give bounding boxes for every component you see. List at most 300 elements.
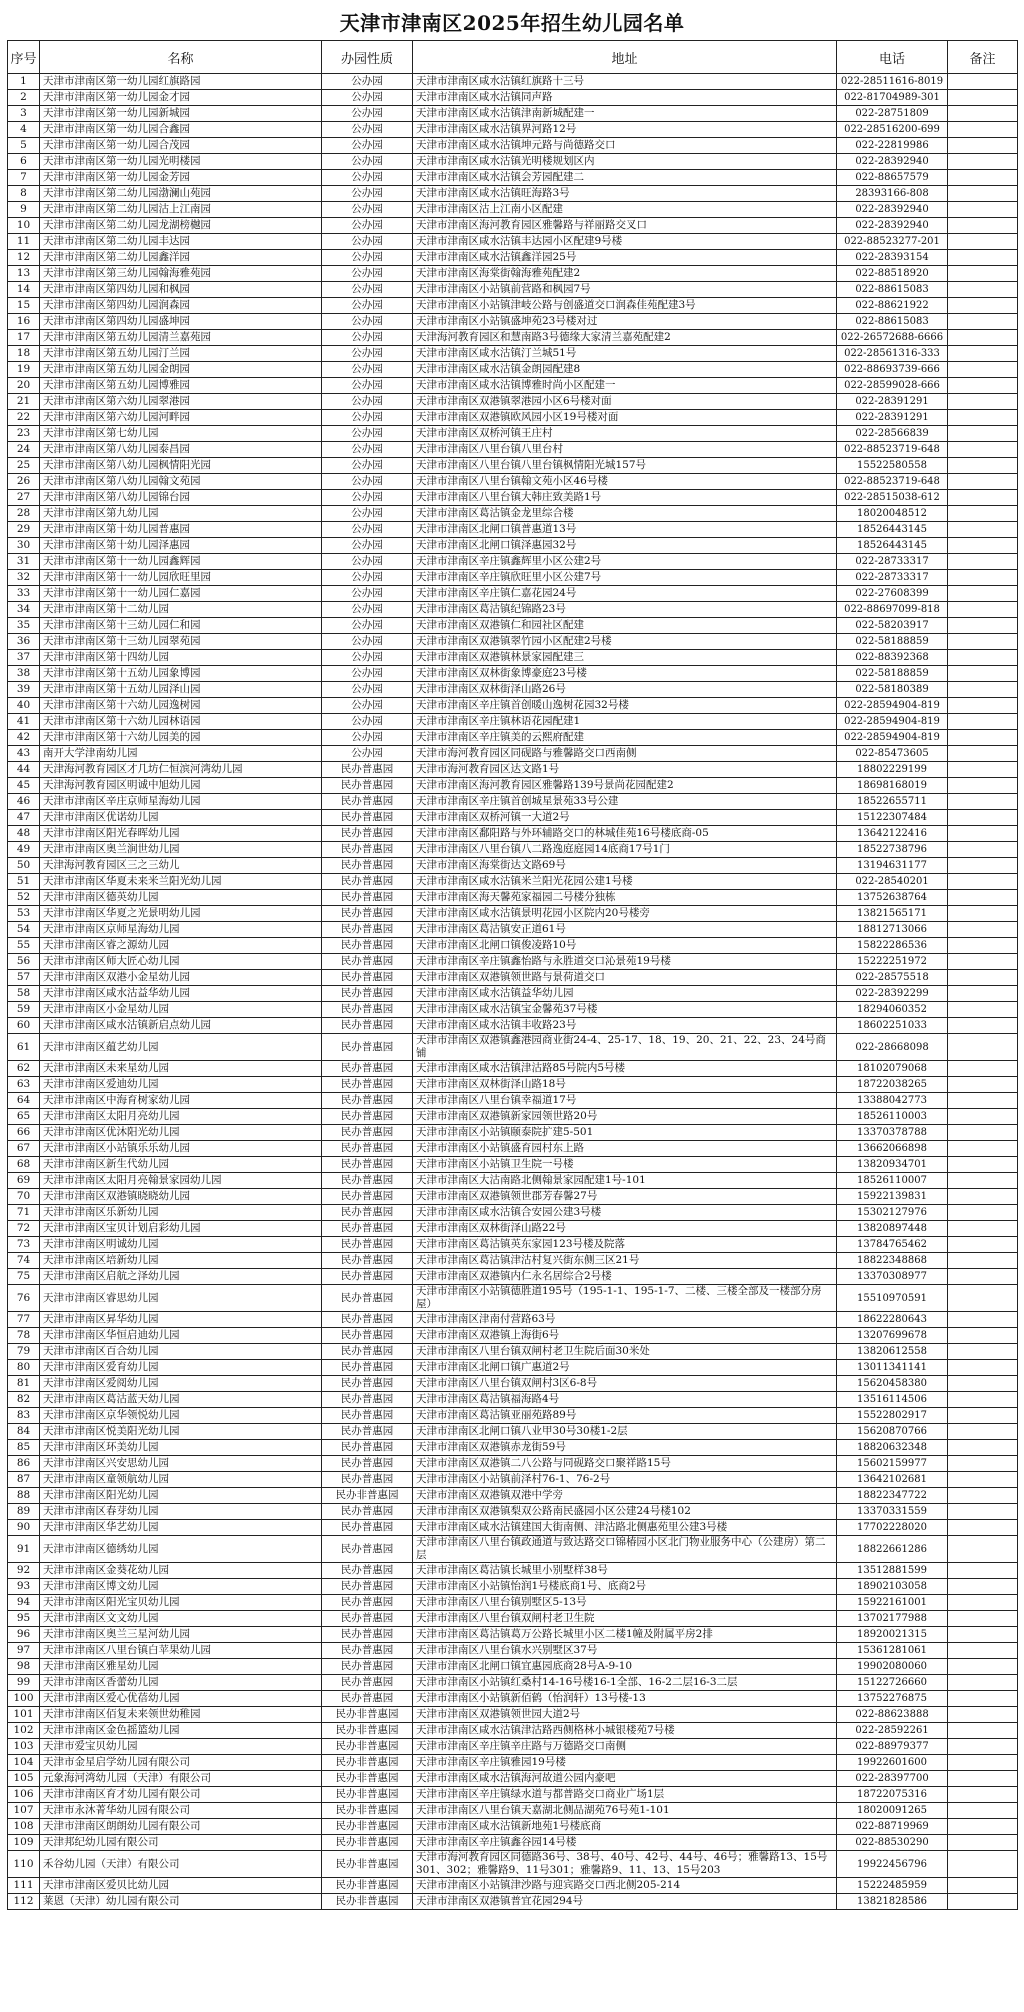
cell-phone: 13516114506 — [837, 1392, 948, 1408]
cell-type: 民办普惠园 — [322, 1536, 413, 1563]
cell-phone: 15922139831 — [837, 1189, 948, 1205]
cell-remarks — [948, 474, 1018, 490]
cell-address: 天津市津南区双林街泽山路26号 — [413, 682, 837, 698]
cell-name: 天津市津南区华夏之光景明幼儿园 — [40, 906, 322, 922]
table-row — [8, 634, 1018, 650]
cell-index: 109 — [8, 1835, 40, 1851]
cell-remarks — [948, 346, 1018, 362]
cell-phone: 18722038265 — [837, 1077, 948, 1093]
cell-remarks — [948, 90, 1018, 106]
table-row — [8, 906, 1018, 922]
cell-index: 105 — [8, 1771, 40, 1787]
table-row — [8, 426, 1018, 442]
table-row — [8, 1312, 1018, 1328]
cell-type: 民办普惠园 — [322, 906, 413, 922]
cell-index: 11 — [8, 234, 40, 250]
cell-phone: 18522738796 — [837, 842, 948, 858]
table-row — [8, 106, 1018, 122]
cell-index: 39 — [8, 682, 40, 698]
cell-name: 天津市津南区第十六幼儿园逸树园 — [40, 698, 322, 714]
cell-remarks — [948, 282, 1018, 298]
cell-address: 天津市海河教育园区达文路1号 — [413, 762, 837, 778]
cell-index: 1 — [8, 74, 40, 90]
table-row — [8, 842, 1018, 858]
cell-address: 天津市津南区咸水沽镇宝金馨苑37号楼 — [413, 1002, 837, 1018]
cell-name: 元象海河湾幼儿园（天津）有限公司 — [40, 1771, 322, 1787]
cell-name: 天津市津南区阳光幼儿园 — [40, 1488, 322, 1504]
cell-name: 天津市津南区爱贝比幼儿园 — [40, 1878, 322, 1894]
cell-phone: 022-88697099-818 — [837, 602, 948, 618]
cell-phone: 022-28733317 — [837, 570, 948, 586]
cell-address: 天津市津南区咸水沽镇丰达园小区配建9号楼 — [413, 234, 837, 250]
cell-index: 47 — [8, 810, 40, 826]
cell-phone: 15522802917 — [837, 1408, 948, 1424]
cell-address: 天津市津南区北闸口镇广惠道2号 — [413, 1360, 837, 1376]
cell-name: 天津市津南区第七幼儿园 — [40, 426, 322, 442]
table-row — [8, 586, 1018, 602]
cell-remarks — [948, 1344, 1018, 1360]
cell-name: 天津市津南区咸水沽镇新启点幼儿园 — [40, 1018, 322, 1034]
cell-name: 天津市津南区太阳月亮幼儿园 — [40, 1109, 322, 1125]
cell-index: 95 — [8, 1611, 40, 1627]
cell-name: 天津市津南区葛沽蓝天幼儿园 — [40, 1392, 322, 1408]
cell-type: 公办园 — [322, 746, 413, 762]
cell-remarks — [948, 1739, 1018, 1755]
cell-type: 公办园 — [322, 298, 413, 314]
cell-index: 97 — [8, 1643, 40, 1659]
cell-address: 天津海河教育园区和慧南路3号德缘大家清兰嘉苑配建2 — [413, 330, 837, 346]
cell-address: 天津市津南区北闸口镇普惠道13号 — [413, 522, 837, 538]
document-page — [7, 0, 1017, 1910]
cell-type: 公办园 — [322, 586, 413, 602]
cell-remarks — [948, 378, 1018, 394]
cell-index: 75 — [8, 1269, 40, 1285]
cell-remarks — [948, 954, 1018, 970]
cell-name: 天津市津南区第二幼儿园龙湖榜樾园 — [40, 218, 322, 234]
table-row — [8, 1424, 1018, 1440]
cell-index: 42 — [8, 730, 40, 746]
cell-name: 天津市津南区第十五幼儿园泽山园 — [40, 682, 322, 698]
cell-index: 44 — [8, 762, 40, 778]
cell-type: 民办普惠园 — [322, 874, 413, 890]
table-row — [8, 1408, 1018, 1424]
cell-phone: 13011341141 — [837, 1360, 948, 1376]
cell-phone: 022-81704989-301 — [837, 90, 948, 106]
cell-index: 29 — [8, 522, 40, 538]
cell-index: 53 — [8, 906, 40, 922]
cell-index: 28 — [8, 506, 40, 522]
cell-phone: 18822348868 — [837, 1253, 948, 1269]
cell-index: 30 — [8, 538, 40, 554]
cell-type: 民办非普惠园 — [322, 1803, 413, 1819]
cell-phone: 18526443145 — [837, 538, 948, 554]
table-row — [8, 1739, 1018, 1755]
table-row — [8, 1253, 1018, 1269]
table-row — [8, 698, 1018, 714]
cell-index: 90 — [8, 1520, 40, 1536]
cell-address: 天津市津南区北闸口镇俊凌路10号 — [413, 938, 837, 954]
cell-index: 81 — [8, 1376, 40, 1392]
cell-index: 108 — [8, 1819, 40, 1835]
cell-remarks — [948, 810, 1018, 826]
cell-name: 天津市津南区八里台镇白苹果幼儿园 — [40, 1643, 322, 1659]
cell-address: 天津市津南区咸水沽镇博雅时尚小区配建一 — [413, 378, 837, 394]
cell-remarks — [948, 650, 1018, 666]
cell-name: 天津市津南区悦美阳光幼儿园 — [40, 1424, 322, 1440]
table-row — [8, 1157, 1018, 1173]
cell-type: 公办园 — [322, 330, 413, 346]
table-row — [8, 1061, 1018, 1077]
cell-phone: 022-88530290 — [837, 1835, 948, 1851]
table-row — [8, 1771, 1018, 1787]
header-name: 名称 — [40, 41, 322, 74]
cell-remarks — [948, 490, 1018, 506]
table-row — [8, 458, 1018, 474]
cell-remarks — [948, 986, 1018, 1002]
cell-address: 天津市津南区辛庄镇鑫辉里小区公建2号 — [413, 554, 837, 570]
cell-address: 天津市津南区辛庄镇林语花园配建1 — [413, 714, 837, 730]
table-row — [8, 1520, 1018, 1536]
cell-type: 公办园 — [322, 698, 413, 714]
table-row — [8, 762, 1018, 778]
cell-phone: 022-28392940 — [837, 218, 948, 234]
cell-index: 49 — [8, 842, 40, 858]
cell-phone: 022-28575518 — [837, 970, 948, 986]
cell-address: 天津市津南区双港镇领世路与景荷道交口 — [413, 970, 837, 986]
cell-index: 32 — [8, 570, 40, 586]
cell-remarks — [948, 458, 1018, 474]
cell-address: 天津市津南区八里台镇双闸村3区6-8号 — [413, 1376, 837, 1392]
cell-phone: 13370308977 — [837, 1269, 948, 1285]
cell-address: 天津市津南区八里台镇水兴别墅区37号 — [413, 1643, 837, 1659]
table-row — [8, 1595, 1018, 1611]
cell-remarks — [948, 218, 1018, 234]
table-row — [8, 202, 1018, 218]
cell-phone: 022-28594904-819 — [837, 714, 948, 730]
cell-name: 天津市津南区第一幼儿园红旗路园 — [40, 74, 322, 90]
cell-remarks — [948, 1488, 1018, 1504]
table-row — [8, 410, 1018, 426]
cell-type: 民办非普惠园 — [322, 1787, 413, 1803]
table-row — [8, 826, 1018, 842]
table-row — [8, 682, 1018, 698]
cell-phone: 022-28392940 — [837, 202, 948, 218]
cell-type: 公办园 — [322, 202, 413, 218]
cell-index: 45 — [8, 778, 40, 794]
document-title: 天津市津南区2025年招生幼儿园名单 — [339, 11, 685, 35]
cell-name: 天津市津南区阳光春晖幼儿园 — [40, 826, 322, 842]
cell-index: 93 — [8, 1579, 40, 1595]
cell-index: 7 — [8, 170, 40, 186]
cell-address: 天津市津南区双港镇鑫港园商业街24-4、25-17、18、19、20、21、22、23、24号商铺 — [413, 1034, 837, 1061]
cell-phone: 15822286536 — [837, 938, 948, 954]
cell-phone: 022-88623888 — [837, 1707, 948, 1723]
cell-address: 天津市津南区辛庄镇首创城星景苑33号公建 — [413, 794, 837, 810]
cell-remarks — [948, 442, 1018, 458]
table-row — [8, 858, 1018, 874]
kindergarten-table — [7, 40, 1018, 1910]
cell-index: 20 — [8, 378, 40, 394]
cell-address: 天津市津南区小站镇盛育园村东上路 — [413, 1141, 837, 1157]
cell-address: 天津市津南区小站镇前营路和枫园7号 — [413, 282, 837, 298]
cell-remarks — [948, 602, 1018, 618]
cell-phone: 13662066898 — [837, 1141, 948, 1157]
cell-phone: 022-27608399 — [837, 586, 948, 602]
cell-index: 37 — [8, 650, 40, 666]
cell-index: 19 — [8, 362, 40, 378]
table-row — [8, 74, 1018, 90]
cell-index: 99 — [8, 1675, 40, 1691]
cell-index: 76 — [8, 1285, 40, 1312]
cell-remarks — [948, 1189, 1018, 1205]
table-row — [8, 170, 1018, 186]
cell-address: 天津市津南区小站镇红桑村14-16号楼16-1全部、16-2二层16-3二层 — [413, 1675, 837, 1691]
table-row — [8, 1472, 1018, 1488]
cell-remarks — [948, 202, 1018, 218]
cell-phone: 18020048512 — [837, 506, 948, 522]
cell-type: 民办普惠园 — [322, 794, 413, 810]
cell-remarks — [948, 1157, 1018, 1173]
cell-name: 天津海河教育园区才几坊仁恒滨河湾幼儿园 — [40, 762, 322, 778]
cell-index: 34 — [8, 602, 40, 618]
cell-index: 12 — [8, 250, 40, 266]
cell-index: 40 — [8, 698, 40, 714]
cell-name: 天津市津南区第四幼儿园和枫园 — [40, 282, 322, 298]
cell-type: 民办普惠园 — [322, 1627, 413, 1643]
cell-address: 天津市津南区双桥河镇王庄村 — [413, 426, 837, 442]
cell-phone: 15620870766 — [837, 1424, 948, 1440]
cell-phone: 13642122416 — [837, 826, 948, 842]
cell-phone: 022-28511616-8019 — [837, 74, 948, 90]
cell-remarks — [948, 1595, 1018, 1611]
cell-name: 天津市津南区优诺幼儿园 — [40, 810, 322, 826]
cell-type: 民办非普惠园 — [322, 1851, 413, 1878]
cell-index: 66 — [8, 1125, 40, 1141]
cell-phone: 18820632348 — [837, 1440, 948, 1456]
cell-remarks — [948, 1125, 1018, 1141]
cell-index: 17 — [8, 330, 40, 346]
cell-address: 天津市海河教育园区同砚路与雅馨路交口西南侧 — [413, 746, 837, 762]
table-row — [8, 506, 1018, 522]
cell-phone: 022-28515038-612 — [837, 490, 948, 506]
cell-type: 公办园 — [322, 314, 413, 330]
cell-phone: 022-85473605 — [837, 746, 948, 762]
cell-address: 天津市津南区小站镇津沙路与迎宾路交口西北侧205-214 — [413, 1878, 837, 1894]
cell-index: 83 — [8, 1408, 40, 1424]
table-row — [8, 890, 1018, 906]
cell-phone: 15602159977 — [837, 1456, 948, 1472]
table-row — [8, 1077, 1018, 1093]
table-row — [8, 442, 1018, 458]
cell-address: 天津市津南区海棠街达文路69号 — [413, 858, 837, 874]
table-row — [8, 1691, 1018, 1707]
cell-phone: 022-88523277-201 — [837, 234, 948, 250]
cell-phone: 022-58180389 — [837, 682, 948, 698]
cell-remarks — [948, 1520, 1018, 1536]
cell-index: 33 — [8, 586, 40, 602]
cell-type: 民办普惠园 — [322, 1125, 413, 1141]
cell-name: 天津市津南区第二幼儿园沽上江南园 — [40, 202, 322, 218]
cell-name: 天津市津南区第十幼儿园泽惠园 — [40, 538, 322, 554]
cell-name: 天津市津南区新生代幼儿园 — [40, 1157, 322, 1173]
cell-address: 天津市津南区葛沽镇津沽村复兴街东侧三区21号 — [413, 1253, 837, 1269]
table-row — [8, 1835, 1018, 1851]
cell-type: 公办园 — [322, 122, 413, 138]
cell-remarks — [948, 1077, 1018, 1093]
cell-phone: 18698168019 — [837, 778, 948, 794]
cell-remarks — [948, 1408, 1018, 1424]
cell-phone: 022-28599028-666 — [837, 378, 948, 394]
cell-type: 民办普惠园 — [322, 1563, 413, 1579]
table-row — [8, 1141, 1018, 1157]
table-row — [8, 1285, 1018, 1312]
cell-phone: 022-88615083 — [837, 282, 948, 298]
table-row — [8, 122, 1018, 138]
cell-remarks — [948, 682, 1018, 698]
cell-index: 111 — [8, 1878, 40, 1894]
cell-remarks — [948, 1424, 1018, 1440]
cell-phone: 13752276875 — [837, 1691, 948, 1707]
cell-address: 天津市津南区双港镇二八公路与同砚路交口聚祥路15号 — [413, 1456, 837, 1472]
cell-type: 公办园 — [322, 218, 413, 234]
cell-remarks — [948, 1691, 1018, 1707]
cell-name: 天津市津南区第六幼儿园河畔园 — [40, 410, 322, 426]
cell-remarks — [948, 74, 1018, 90]
cell-type: 公办园 — [322, 570, 413, 586]
cell-index: 14 — [8, 282, 40, 298]
cell-address: 天津市津南区咸水沽镇汀兰城51号 — [413, 346, 837, 362]
cell-address: 天津市津南区八里台镇双闸村老卫生院后面30米处 — [413, 1344, 837, 1360]
cell-index: 64 — [8, 1093, 40, 1109]
cell-type: 公办园 — [322, 602, 413, 618]
table-row — [8, 330, 1018, 346]
cell-address: 天津市津南区咸水沽镇津沽路西侧格林小城银楼苑7号楼 — [413, 1723, 837, 1739]
cell-type: 民办普惠园 — [322, 1205, 413, 1221]
table-row — [8, 1579, 1018, 1595]
cell-phone: 022-28516200-699 — [837, 122, 948, 138]
cell-remarks — [948, 1269, 1018, 1285]
cell-type: 公办园 — [322, 362, 413, 378]
cell-remarks — [948, 634, 1018, 650]
cell-remarks — [948, 298, 1018, 314]
cell-address: 天津市津南区海河教育园区雅馨路与祥丽路交叉口 — [413, 218, 837, 234]
cell-phone: 022-88979377 — [837, 1739, 948, 1755]
cell-index: 112 — [8, 1894, 40, 1910]
cell-type: 民办普惠园 — [322, 1173, 413, 1189]
cell-index: 58 — [8, 986, 40, 1002]
cell-address: 天津市津南区辛庄镇欣旺里小区公建7号 — [413, 570, 837, 586]
cell-name: 天津市津南区第一幼儿园新城园 — [40, 106, 322, 122]
cell-index: 91 — [8, 1536, 40, 1563]
cell-type: 民办普惠园 — [322, 1579, 413, 1595]
cell-phone: 17702228020 — [837, 1520, 948, 1536]
table-row — [8, 1819, 1018, 1835]
cell-name: 天津市津南区德绣幼儿园 — [40, 1536, 322, 1563]
cell-type: 民办非普惠园 — [322, 1894, 413, 1910]
cell-address: 天津市津南区鄱阳路与外环辅路交口的林城佳苑16号楼底商-05 — [413, 826, 837, 842]
header-address: 地址 — [413, 41, 837, 74]
cell-remarks — [948, 794, 1018, 810]
cell-name: 天津市津南区第八幼儿园锦台园 — [40, 490, 322, 506]
cell-address: 天津市津南区八里台镇八里台镇枫情阳光城157号 — [413, 458, 837, 474]
cell-type: 民办普惠园 — [322, 1691, 413, 1707]
cell-index: 74 — [8, 1253, 40, 1269]
cell-index: 48 — [8, 826, 40, 842]
table-row — [8, 1723, 1018, 1739]
cell-remarks — [948, 1205, 1018, 1221]
cell-index: 92 — [8, 1563, 40, 1579]
cell-type: 公办园 — [322, 106, 413, 122]
cell-name: 天津市津南区爱阅幼儿园 — [40, 1376, 322, 1392]
cell-type: 民办非普惠园 — [322, 1755, 413, 1771]
cell-type: 民办普惠园 — [322, 1093, 413, 1109]
table-row — [8, 1237, 1018, 1253]
cell-index: 27 — [8, 490, 40, 506]
cell-remarks — [948, 1707, 1018, 1723]
cell-name: 天津海河教育园区三之三幼儿 — [40, 858, 322, 874]
cell-type: 民办普惠园 — [322, 1141, 413, 1157]
cell-remarks — [948, 570, 1018, 586]
cell-type: 民办普惠园 — [322, 1392, 413, 1408]
table-row — [8, 314, 1018, 330]
cell-address: 天津市津南区辛庄镇鑫怡路与永胜道交口沁景苑19号楼 — [413, 954, 837, 970]
cell-index: 51 — [8, 874, 40, 890]
cell-type: 民办普惠园 — [322, 1611, 413, 1627]
cell-remarks — [948, 170, 1018, 186]
cell-type: 民办普惠园 — [322, 778, 413, 794]
table-row — [8, 554, 1018, 570]
cell-address: 天津市津南区辛庄镇美的云熙府配建 — [413, 730, 837, 746]
cell-name: 天津市津南区第十五幼儿园象博园 — [40, 666, 322, 682]
cell-index: 82 — [8, 1392, 40, 1408]
cell-index: 25 — [8, 458, 40, 474]
cell-type: 公办园 — [322, 666, 413, 682]
cell-remarks — [948, 1312, 1018, 1328]
cell-index: 50 — [8, 858, 40, 874]
cell-name: 天津市津南区百合幼儿园 — [40, 1344, 322, 1360]
table-row — [8, 1125, 1018, 1141]
cell-name: 天津市津南区第十四幼儿园 — [40, 650, 322, 666]
cell-remarks — [948, 1141, 1018, 1157]
cell-phone: 13370331559 — [837, 1504, 948, 1520]
table-row — [8, 250, 1018, 266]
table-row — [8, 570, 1018, 586]
cell-remarks — [948, 1894, 1018, 1910]
table-row — [8, 922, 1018, 938]
cell-index: 72 — [8, 1221, 40, 1237]
cell-phone: 022-88615083 — [837, 314, 948, 330]
cell-index: 107 — [8, 1803, 40, 1819]
cell-phone: 022-58188859 — [837, 634, 948, 650]
cell-remarks — [948, 410, 1018, 426]
table-row — [8, 154, 1018, 170]
cell-address: 天津市津南区咸水沽镇光明楼规划区内 — [413, 154, 837, 170]
cell-phone: 13752638764 — [837, 890, 948, 906]
cell-name: 天津市津南区第一幼儿园光明楼园 — [40, 154, 322, 170]
cell-type: 民办普惠园 — [322, 1520, 413, 1536]
cell-address: 天津市津南区八里台镇幸福道17号 — [413, 1093, 837, 1109]
cell-address: 天津市津南区双港镇梨双公路南民盛园小区公建24号楼102 — [413, 1504, 837, 1520]
cell-type: 民办普惠园 — [322, 1237, 413, 1253]
cell-name: 天津市津南区第六幼儿园翠港园 — [40, 394, 322, 410]
cell-name: 天津市津南区第五幼儿园金朗园 — [40, 362, 322, 378]
cell-remarks — [948, 1456, 1018, 1472]
table-row — [8, 1707, 1018, 1723]
cell-index: 70 — [8, 1189, 40, 1205]
cell-type: 民办普惠园 — [322, 1109, 413, 1125]
cell-type: 民办普惠园 — [322, 1675, 413, 1691]
table-row — [8, 1563, 1018, 1579]
